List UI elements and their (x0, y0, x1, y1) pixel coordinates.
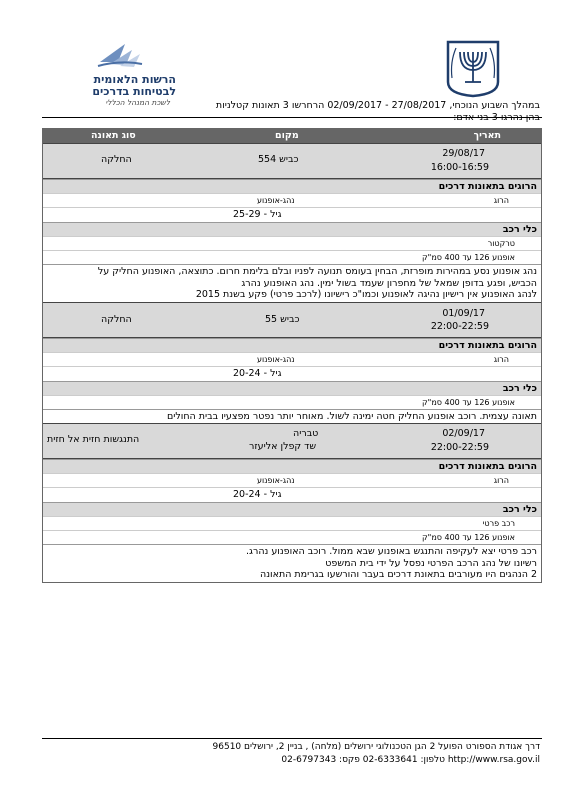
description-line: תאונה עצמית. רוכב אופנוע החליק חטה ימינה לשול. מאוחר יותר נפטר מפצעיו בבית החולים (166, 410, 537, 422)
description-line: הכביש, ופגע בדופן שמאל של מחפרון שעמד בשול ימין. נהג האופנוע נהרג (241, 277, 537, 289)
vehicles-title: כלי רכב (43, 502, 541, 516)
accident-place: טבריה (293, 428, 319, 439)
casualties-title: הרוגים בתאונות דרכים (43, 179, 541, 193)
logo-text-line1: הרשות הלאומית (93, 73, 176, 86)
casualty-age-row (43, 366, 541, 381)
vehicle-item: רכב פרטי (482, 519, 515, 528)
footer-contact: http://www.rsa.gov.il טלפון: 02-6333641 פקס: 02-6797343 (281, 755, 540, 765)
accident-description (43, 264, 541, 302)
casualty-age: גיל - 20-24 (233, 367, 282, 379)
accident-row (43, 302, 541, 338)
vehicle-item: אופנוע 126 עד 400 סמ"ק (421, 253, 515, 262)
header-date: תאריך (473, 130, 501, 141)
rsa-logo (70, 40, 180, 110)
vehicle-row (43, 516, 541, 530)
casualty-status: הרוג (493, 354, 509, 364)
description-line: רשיונו של נהג הרכב הפרטי נפסל על ידי בית המשפט (325, 557, 537, 569)
vehicles-title: כלי רכב (43, 381, 541, 395)
casualty-row (43, 193, 541, 207)
casualties-title: הרוגים בתאונות דרכים (43, 459, 541, 473)
accident-date: 01/09/17 (442, 307, 485, 319)
casualty-age-row (43, 207, 541, 222)
vehicle-row (43, 395, 541, 409)
casualty-role: נהג-אופנוע (257, 354, 295, 364)
table-header (43, 129, 541, 143)
accident-place-street: שד קפלן אליעזר (249, 441, 317, 452)
intro-line-1: במהלך השבוע הנוכחי, 27/08/2017 - 02/09/2017 הרחרשו 3 תאונות קטלניות (215, 100, 540, 111)
accident-row (43, 423, 541, 459)
casualty-age-row (43, 487, 541, 502)
accident-type: החלקה (101, 313, 132, 325)
vehicle-row (43, 250, 541, 264)
casualty-status: הרוג (493, 476, 509, 485)
casualty-row (43, 473, 541, 487)
vehicle-item: אופנוע 126 עד 400 סמ"ק (421, 533, 515, 542)
casualty-age: גיל - 20-24 (233, 489, 282, 500)
accident-description (43, 409, 541, 424)
accident-date: 29/08/17 (442, 148, 485, 159)
footer-divider (42, 738, 542, 739)
vehicle-item: טרקטור (487, 239, 515, 248)
menorah-emblem-icon (438, 38, 508, 98)
accident-time: 16:00-16:59 (430, 162, 489, 173)
intro-line-2: בהן נהרגו 3 בני אדם: (453, 112, 540, 123)
vehicles-title: כלי רכב (43, 222, 541, 236)
description-line: 2 הנהגים היו מעורבים בתאונת דרכים בעבר והורשעו בגרימת התאונה (260, 569, 537, 580)
accident-time: 22:00-22:59 (430, 442, 489, 453)
vehicle-row (43, 236, 541, 250)
accident-place: כביש 55 (265, 313, 300, 325)
accident-type: התנגשות חזית אל חזית (47, 434, 140, 445)
footer-address: דרך אגודת הספורט הפועל 2 הגן הטכנולוגי ירושלים (מלחה) , בניין 2, ירושלים 96510 (212, 742, 540, 752)
casualty-role: נהג-אופנוע (257, 196, 295, 205)
accidents-table (42, 128, 542, 583)
accident-time: 22:00-22:59 (430, 320, 489, 332)
vehicle-item: אופנוע 126 עד 400 סמ"ק (421, 397, 515, 407)
description-line: לנהג האופנוע אין רישיון נהיגה לאופנוע וכמו"כ רישיונו (לרכב פרטי) פקע בשנת 2015 (195, 289, 537, 300)
state-emblem (438, 38, 508, 98)
header-place: מקום (275, 130, 299, 141)
logo-text-line3: לשכת המנהל הכללי (105, 98, 170, 107)
rsa-emblem-icon (70, 40, 180, 70)
accident-date: 02/09/17 (442, 428, 485, 439)
accident-type: החלקה (101, 154, 132, 165)
header-type: סוג תאונה (91, 130, 136, 141)
vehicle-row (43, 530, 541, 544)
casualties-title: הרוגים בתאונות דרכים (43, 338, 541, 352)
description-line: נהג אופנוע נסע במהירות מופרזת, הבחין בעומס תנועה לפניו ובלם בלימת חרום. כתוצאה, האופנוע החליק על (97, 266, 537, 277)
accident-row (43, 143, 541, 179)
logo-text-line2: לבטיחות בדרכים (92, 85, 176, 98)
casualty-role: נהג-אופנוע (257, 476, 295, 485)
casualty-age: גיל - 25-29 (233, 209, 282, 220)
description-line: רכב פרטי יצא לעקיפה והתנגש באופנוע שבא ממול. רוכב האופנוע נהרג. (246, 546, 537, 557)
casualty-row (43, 352, 541, 366)
accident-description (43, 544, 541, 582)
casualty-status: הרוג (493, 196, 509, 205)
accident-place: כביש 554 (258, 154, 299, 165)
